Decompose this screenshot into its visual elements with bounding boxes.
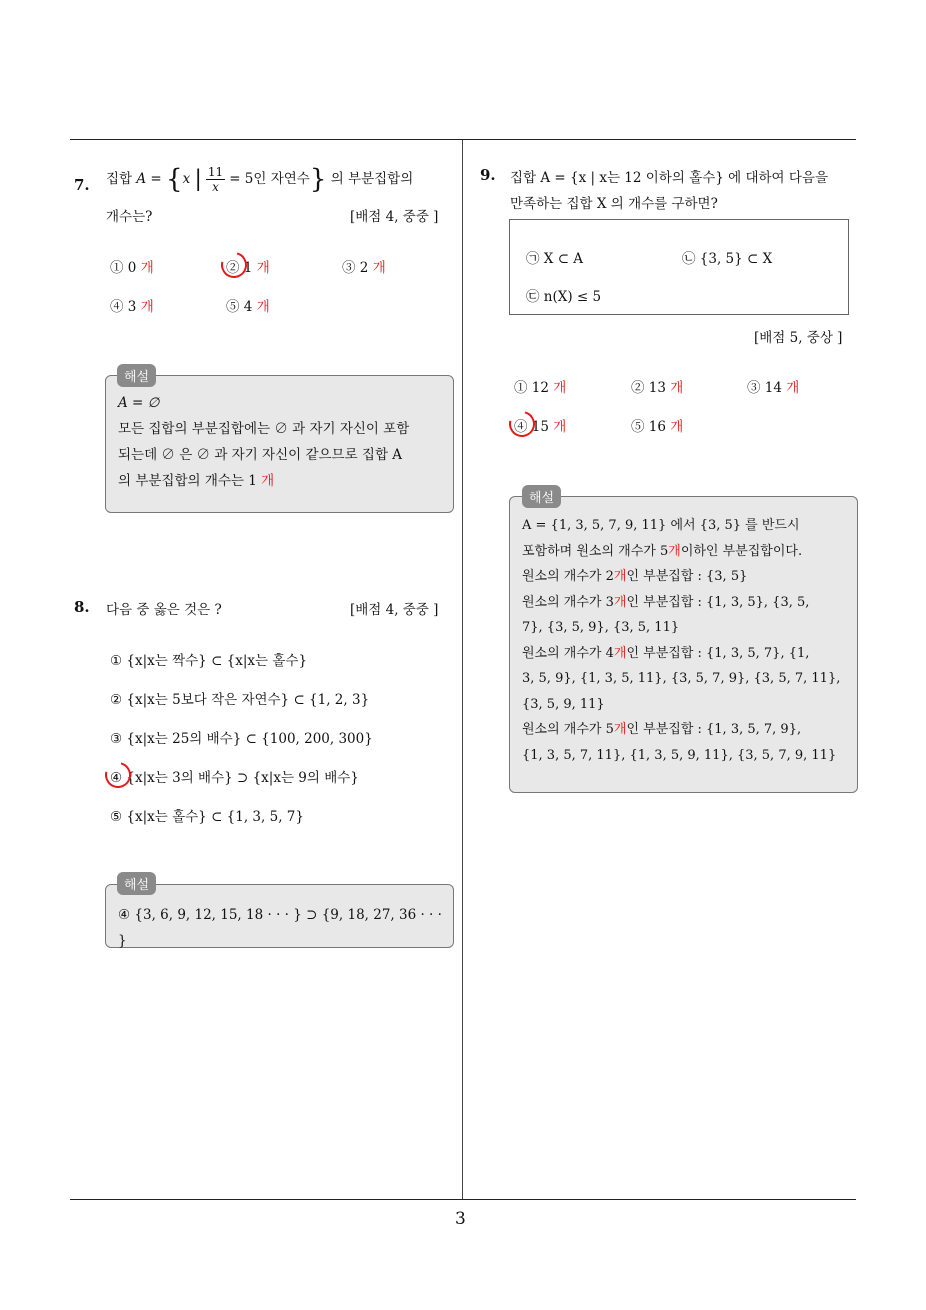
option-5[interactable]: ⑤ 16 개: [631, 419, 684, 435]
answer-circle: [216, 247, 252, 283]
solution-tag: 해설: [522, 485, 561, 508]
solution-text: A = ∅ 모든 집합의 부분집합에는 ∅ 과 자기 자신이 포함 되는데 ∅ 은 ∅ 과 자기 자신이 같으므로 집합 A 의 부분집합의 개수는 1 개: [118, 395, 410, 489]
option-3[interactable]: ③ 2 개: [342, 260, 386, 276]
option-1[interactable]: ① {x|x는 짝수} ⊂ {x|x는 홀수}: [110, 653, 308, 669]
condition-3: ㉢ n(X) ≤ 5: [526, 289, 602, 305]
answer-circle: [100, 757, 136, 793]
score-label: [배점 4, 중중 ]: [350, 209, 439, 225]
option-5[interactable]: ⑤ {x|x는 홀수} ⊂ {1, 3, 5, 7}: [110, 809, 304, 825]
solution-tag: 해설: [117, 872, 156, 895]
fraction: $\frac{11}{x}$: [207, 165, 224, 194]
solution-text: A = {1, 3, 5, 7, 9, 11} 에서 {3, 5} 를 반드시 포함하며 원소의 개수가 5개이하인 부분집합이다. 원소의 개수가 2개인 부분집합 : {3, 5} 원소의 개수가 3개인 부분집합 : {1, 3, 5}, {3, 5, 7}, {3, 5, 9}, {3, 5, 11} 원소의 개수가 4개인 부분집합 : {1, 3, 5, 7}, {1, 3, 5, 9}, {1, 3, 5, 11}, {3, 5, 7, 9}, {3, 5, 7, 11}, {3, 5, 9, 11} 원소의 개수가 5개인 부분집합 : {1, 3, 5, 7, 9}, {1, 3, 5, 7, 11}, {1, 3, 5, 9, 11}, {3, 5, 7, 9, 11}: [522, 518, 841, 763]
option-3[interactable]: ③ {x|x는 25의 배수} ⊂ {100, 200, 300}: [110, 731, 373, 747]
option-1[interactable]: ① 12 개: [514, 380, 567, 396]
answer-circle: [504, 406, 540, 442]
option-3[interactable]: ③ 14 개: [747, 380, 800, 396]
solution-box: [509, 496, 858, 793]
condition-1: ㉠ X ⊂ A: [526, 251, 584, 267]
bottom-rule: [70, 1199, 856, 1200]
question-number: 9.: [480, 166, 496, 184]
option-2[interactable]: ② 13 개: [631, 380, 684, 396]
solution-text: ④ {3, 6, 9, 12, 15, 18 · · · } ⊃ {9, 18, 27, 36 · · · }: [118, 907, 442, 949]
top-rule: [70, 139, 856, 140]
option-5[interactable]: ⑤ 4 개: [226, 299, 270, 315]
column-divider: [462, 140, 463, 1200]
option-4[interactable]: ④ {x|x는 3의 배수} ⊃ {x|x는 9의 배수}: [110, 770, 359, 786]
question-text-cont: 개수는?: [106, 209, 153, 225]
option-2[interactable]: ② {x|x는 5보다 작은 자연수} ⊂ {1, 2, 3}: [110, 692, 370, 708]
solution-tag: 해설: [117, 364, 156, 387]
question-text: 집합 A = {x | $\frac{11}{x}$ = 5인 자연수} 의 부분집합의: [106, 164, 414, 195]
option-4[interactable]: ④ 15 개: [514, 419, 567, 435]
conditions-box: [509, 219, 849, 315]
score-label: [배점 5, 중상 ]: [754, 330, 843, 346]
condition-2: ㉡ {3, 5} ⊂ X: [682, 251, 773, 267]
solution-box: [105, 375, 454, 513]
question-text-cont: 만족하는 집합 X 의 개수를 구하면?: [510, 196, 718, 212]
option-2[interactable]: ② 1 개: [226, 260, 270, 276]
question-number: 7.: [74, 176, 90, 194]
page-number: 3: [455, 1209, 466, 1229]
question-number: 8.: [74, 598, 90, 616]
score-label: [배점 4, 중중 ]: [350, 602, 439, 618]
option-4[interactable]: ④ 3 개: [110, 299, 154, 315]
question-text: 집합 A = {x | x는 12 이하의 홀수} 에 대하여 다음을: [510, 170, 829, 186]
option-1[interactable]: ① 0 개: [110, 260, 154, 276]
solution-box: [105, 884, 454, 948]
question-text: 다음 중 옳은 것은 ?: [106, 602, 222, 618]
